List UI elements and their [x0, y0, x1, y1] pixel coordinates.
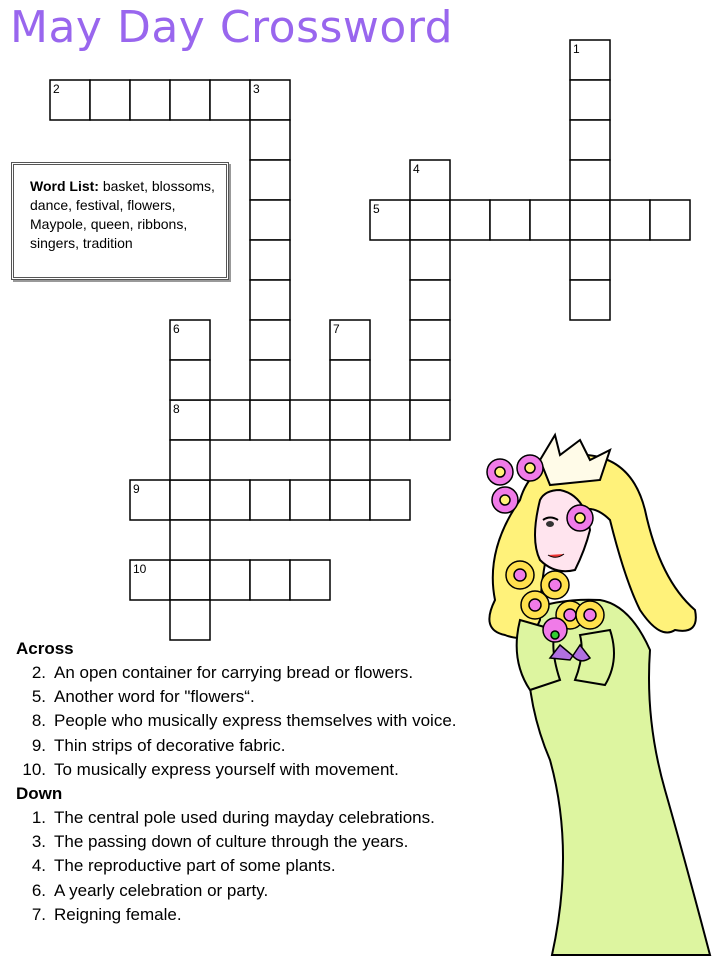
clue-number-label: 7	[333, 322, 340, 336]
crossword-cell[interactable]	[610, 200, 650, 240]
crossword-cell[interactable]	[90, 80, 130, 120]
across-heading: Across	[16, 639, 74, 658]
crossword-cell[interactable]	[410, 160, 450, 200]
crossword-cell[interactable]	[410, 200, 450, 240]
crossword-cell[interactable]	[490, 200, 530, 240]
crossword-cell[interactable]	[250, 240, 290, 280]
crossword-cell[interactable]	[170, 440, 210, 480]
page-title: May Day Crossword	[10, 2, 454, 53]
crossword-cell[interactable]	[250, 120, 290, 160]
crossword-cell[interactable]	[330, 360, 370, 400]
crossword-cell[interactable]	[250, 160, 290, 200]
crossword-cell[interactable]	[410, 400, 450, 440]
clue-number-label: 9	[133, 482, 140, 496]
crossword-cell[interactable]	[130, 560, 170, 600]
crossword-cell[interactable]	[290, 400, 330, 440]
crossword-cell[interactable]	[330, 480, 370, 520]
clue-down-4: 4. The reproductive part of some plants.	[31, 856, 336, 876]
crossword-cell[interactable]	[170, 520, 210, 560]
clue-number-label: 10	[133, 562, 147, 576]
crossword-cell[interactable]	[210, 80, 250, 120]
crossword-cell[interactable]	[210, 480, 250, 520]
clue-down-7: 7. Reigning female.	[31, 904, 182, 924]
clue-across-5: 5. Another word for "flowers“.	[31, 687, 255, 707]
crossword-cell[interactable]	[330, 400, 370, 440]
crossword-cell[interactable]	[250, 400, 290, 440]
crossword-cell[interactable]	[330, 440, 370, 480]
crossword-cell[interactable]	[570, 160, 610, 200]
clues-section	[16, 637, 536, 927]
crossword-cell[interactable]	[570, 200, 610, 240]
crossword-cell[interactable]	[410, 360, 450, 400]
crossword-cell[interactable]	[170, 480, 210, 520]
crossword-cell[interactable]	[250, 360, 290, 400]
crossword-cell[interactable]	[210, 400, 250, 440]
crossword-cell[interactable]	[170, 600, 210, 640]
clue-down-3: 3. The passing down of culture through the years.	[31, 832, 409, 852]
crossword-cell[interactable]	[650, 200, 690, 240]
clue-across-10: 10. To musically express yourself with movement.	[22, 759, 399, 779]
crossword-cell[interactable]	[250, 560, 290, 600]
crossword-cell[interactable]	[250, 200, 290, 240]
crossword-cell[interactable]	[530, 200, 570, 240]
clue-across-2: 2. An open container for carrying bread or flowers.	[31, 663, 414, 682]
crossword-cell[interactable]	[130, 80, 170, 120]
crossword-cell[interactable]	[50, 80, 90, 120]
crossword-cell[interactable]	[250, 480, 290, 520]
crossword-cell[interactable]	[210, 560, 250, 600]
word-list-words: basket, blossoms, dance, festival, flowers, Maypole, queen, ribbons, singers, tradition	[30, 178, 215, 251]
crossword-cell[interactable]	[290, 560, 330, 600]
crossword-cell[interactable]	[170, 320, 210, 360]
clue-number-label: 6	[173, 322, 180, 336]
crossword-cell[interactable]	[290, 480, 330, 520]
crossword-cell[interactable]	[410, 320, 450, 360]
clue-number-label: 8	[173, 402, 180, 416]
crossword-cell[interactable]	[570, 80, 610, 120]
clue-across-9: 9. Thin strips of decorative fabric.	[31, 735, 286, 755]
crossword-cell[interactable]	[250, 320, 290, 360]
crossword-cell[interactable]	[170, 360, 210, 400]
crossword-cell[interactable]	[570, 240, 610, 280]
crossword-cell[interactable]	[330, 320, 370, 360]
crossword-cell[interactable]	[450, 200, 490, 240]
crossword-cell[interactable]	[370, 400, 410, 440]
clue-number-label: 4	[413, 162, 420, 176]
word-list-box	[11, 162, 229, 280]
crossword-cell[interactable]	[170, 80, 210, 120]
crossword-cell[interactable]	[570, 120, 610, 160]
clue-number-label: 2	[53, 82, 60, 96]
crossword-cell[interactable]	[170, 400, 210, 440]
clue-across-8: 8. People who musically express themselves with voice.	[31, 711, 457, 731]
crossword-cell[interactable]	[570, 40, 610, 80]
clue-number-label: 3	[253, 82, 260, 96]
crossword-cell[interactable]	[370, 480, 410, 520]
clue-number-label: 5	[373, 202, 380, 216]
crossword-cell[interactable]	[250, 80, 290, 120]
clue-down-6: 6. A yearly celebration or party.	[31, 880, 269, 900]
crossword-cell[interactable]	[570, 280, 610, 320]
crossword-cell[interactable]	[370, 200, 410, 240]
down-heading: Down	[16, 784, 63, 804]
crossword-cell[interactable]	[130, 480, 170, 520]
crossword-cell[interactable]	[250, 280, 290, 320]
word-list-label: Word List:	[30, 178, 99, 194]
crossword-cell[interactable]	[410, 240, 450, 280]
may-queen-illustration	[460, 430, 720, 960]
crossword-cell[interactable]	[170, 560, 210, 600]
clue-down-1: 1. The central pole used during mayday celebrations.	[31, 808, 435, 828]
crossword-cell[interactable]	[410, 280, 450, 320]
crown-icon	[540, 435, 610, 485]
clue-number-label: 1	[573, 42, 580, 56]
